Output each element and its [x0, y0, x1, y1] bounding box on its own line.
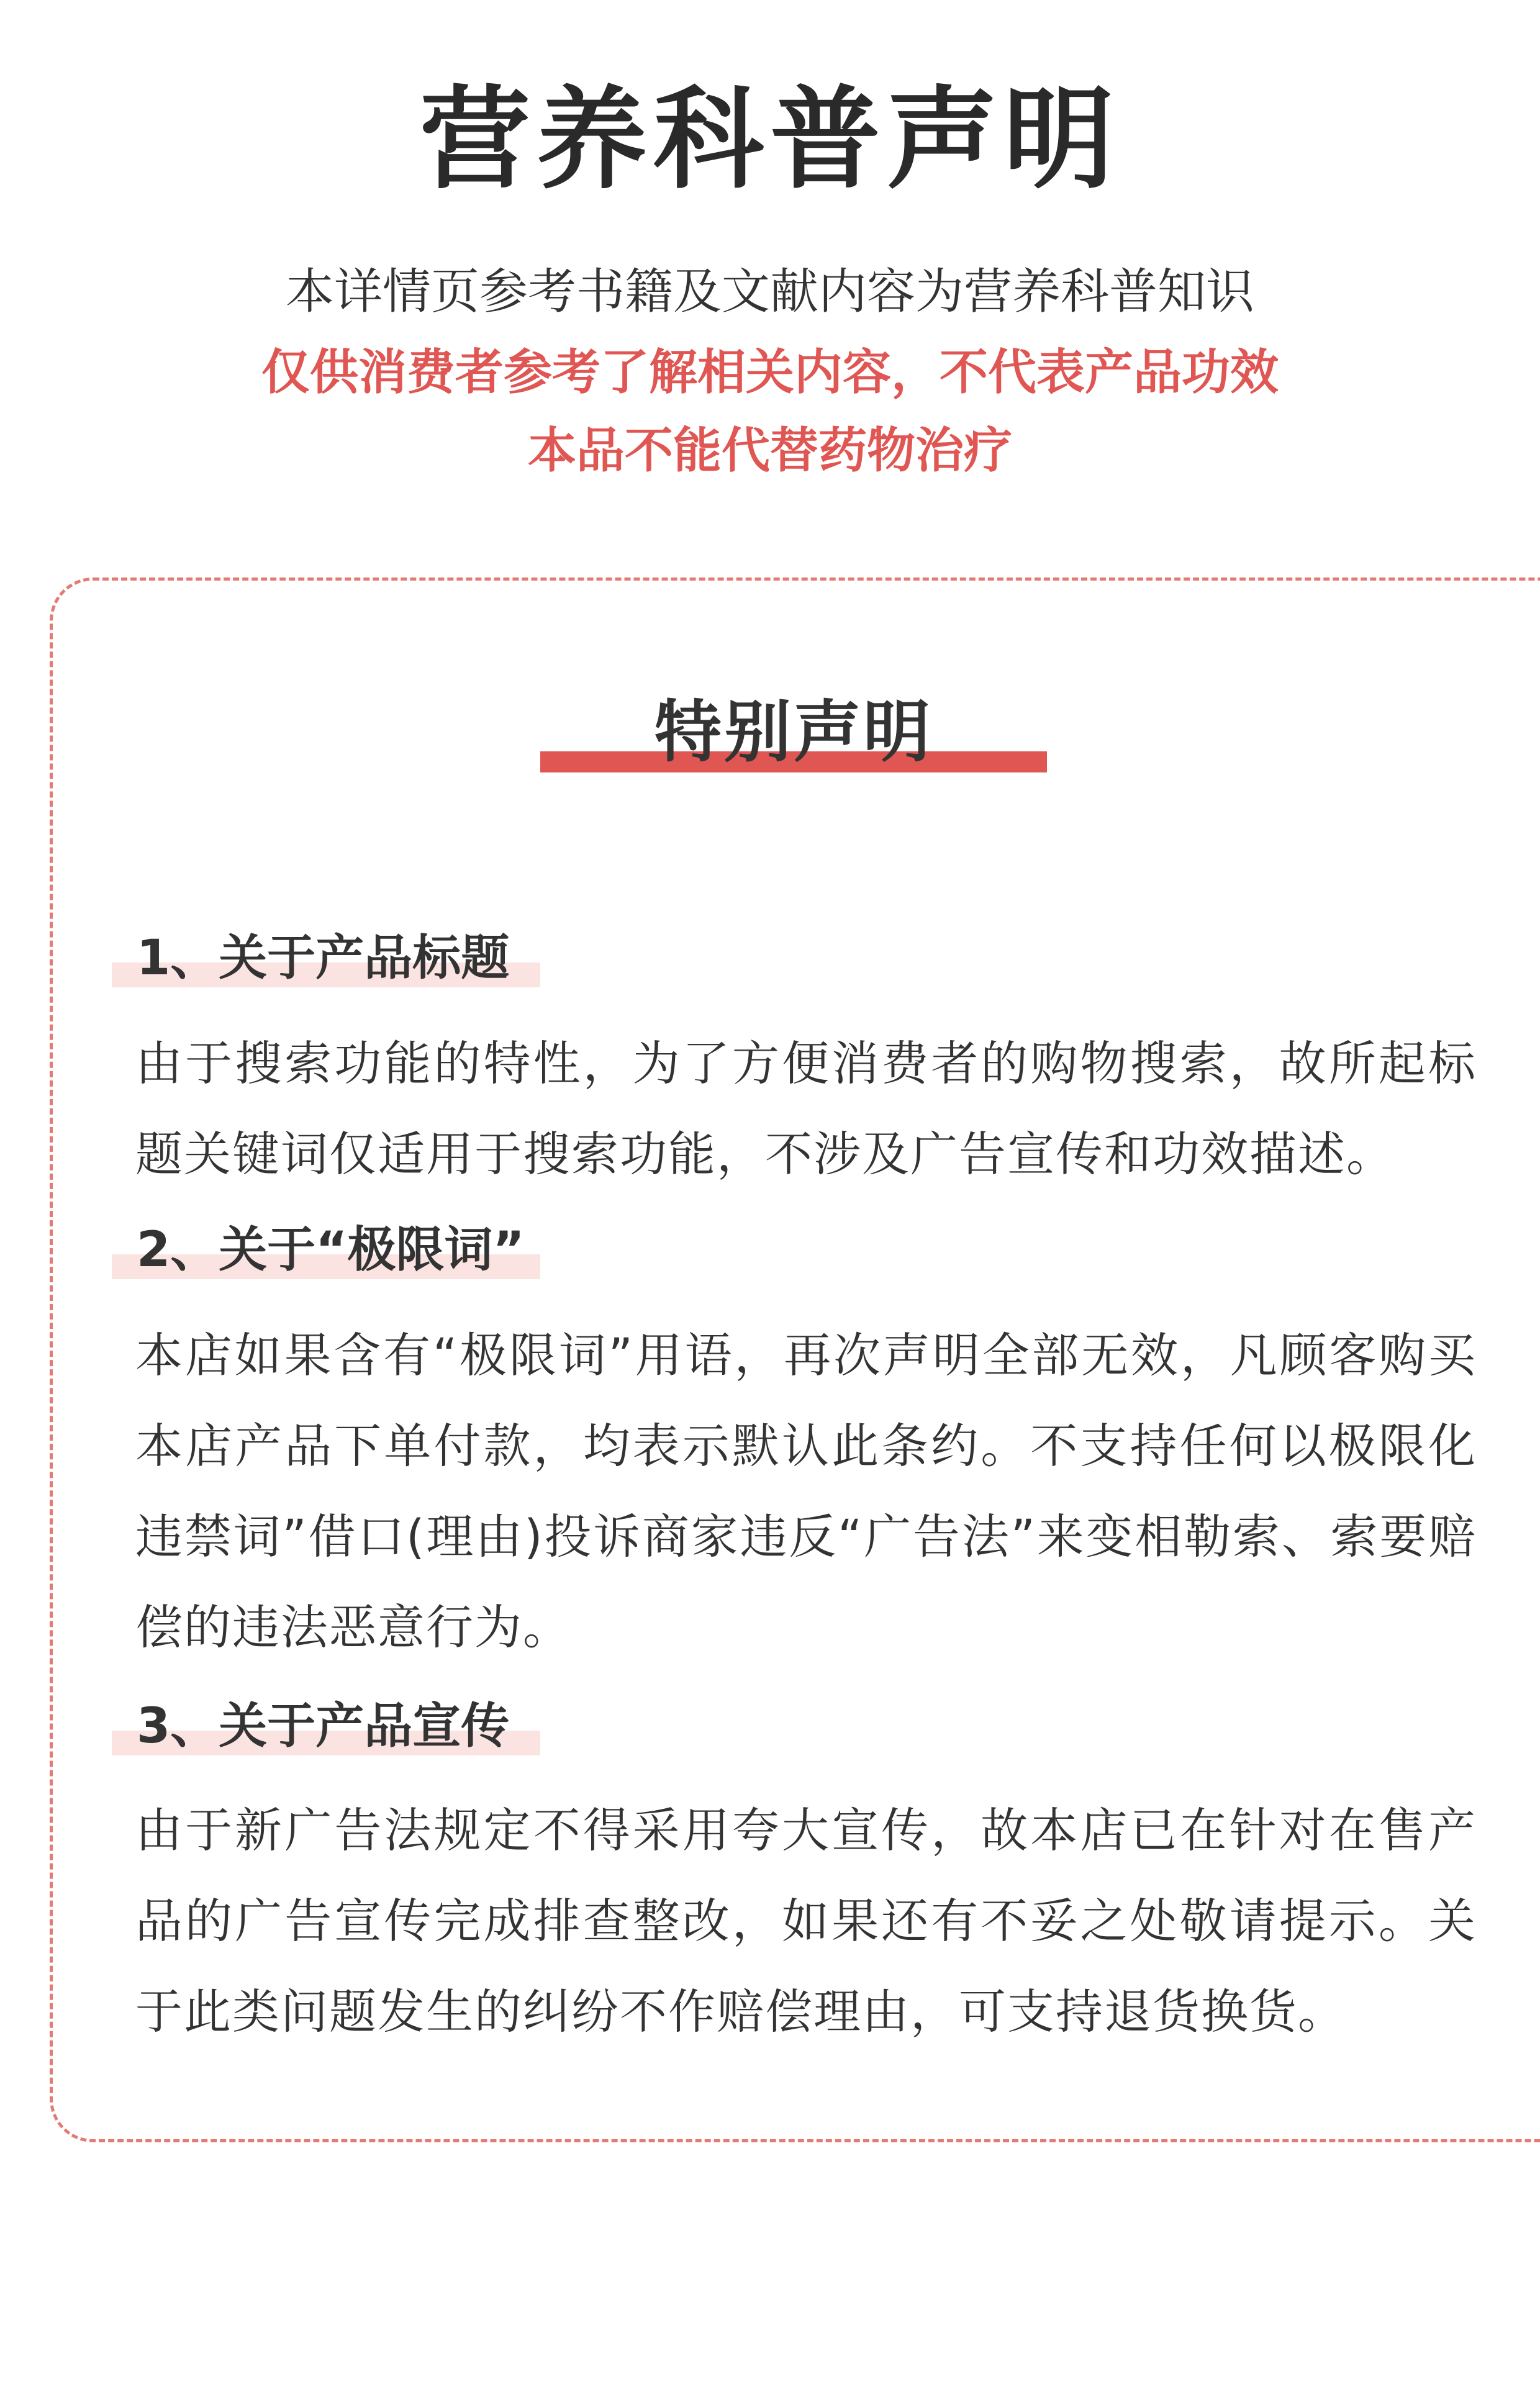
section-heading-text: 3、关于产品宣传 [137, 1698, 510, 1754]
section-text-extreme-words: 本店如果含有“极限词”用语，再次声明全部无效，凡顾客购买本店产品下单付款，均表示默认此条约。不支持任何以极限化违禁词”借口(理由)投诉商家违反“广告法”来变相勒索、索要赔偿的违法恶意行为。 [135, 1328, 1477, 1655]
section-text-product-promotion: 由于新广告法规定不得采用夸大宣传，故本店已在针对在售产品的广告宣传完成排查整改，如果还有不妥之处敬请提示。关于此类问题发生的纠纷不作赔偿理由，可支持退货换货。 [135, 1803, 1477, 2039]
notice-title-block [540, 689, 1047, 776]
section-heading-text: 2、关于“极限词” [137, 1222, 525, 1278]
intro-line-not-medicine: 本品不能代替药物治疗 [527, 423, 1012, 479]
intro-line-disclaimer: 仅供消费者参考了解相关内容，不代表产品功效 [261, 345, 1279, 401]
page-title: 营养科普声明 [420, 75, 1120, 204]
intro-line-reference: 本详情页参考书籍及文献内容为营养科普知识 [285, 264, 1254, 320]
section-text-product-title: 由于搜索功能的特性，为了方便消费者的购物搜索，故所起标题关键词仅适用于搜索功能，不涉及广告宣传和功效描述。 [135, 1036, 1477, 1182]
notice-title: 特别声明 [654, 694, 933, 771]
section-heading-text: 1、关于产品标题 [137, 930, 510, 986]
